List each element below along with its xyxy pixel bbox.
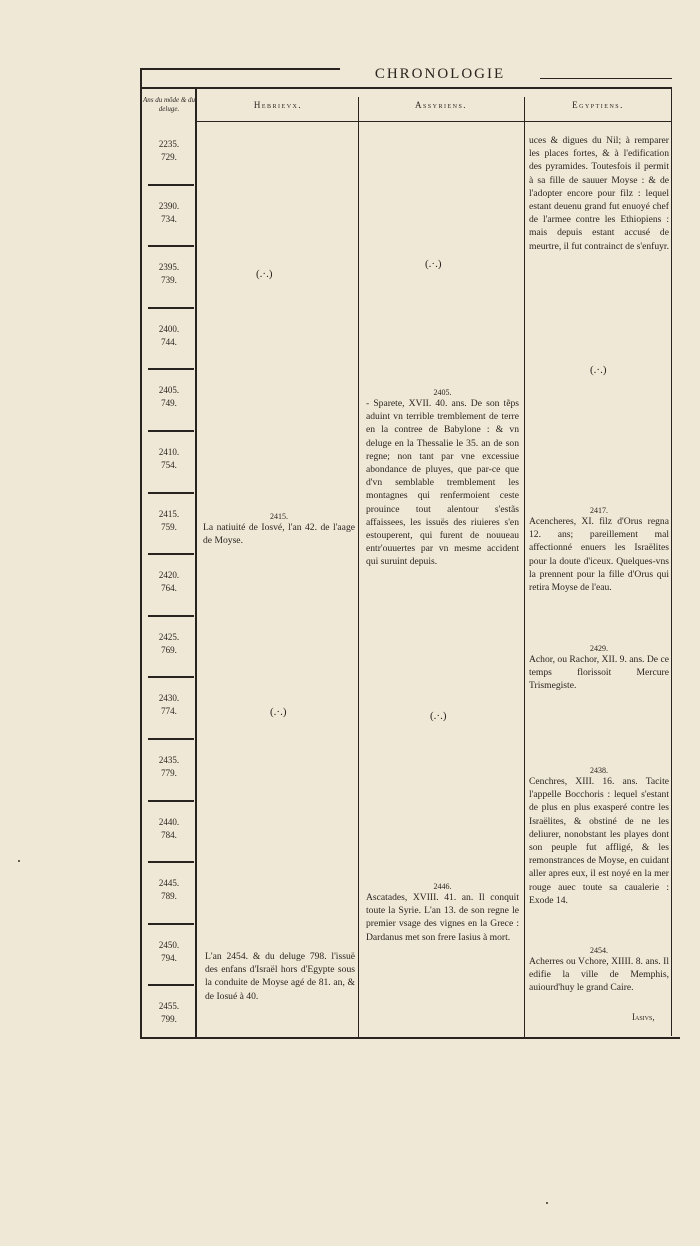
header-rule [140,87,672,89]
entry-text: Cenchres, XIII. 16. ans. Tacite l'appelle Bocchoris : lequel s'estant de plus en plus exasperé contre les Israëlites, & obstiné de ne les deliurer, nonobstant les playes dont son peuple fut affligé, & les remonstrances de Moyse, en cuidant aller apres eux, il est noyé en la mer rouge auec toute sa caualerie : Exode 14. [529,776,669,906]
entry-text: Acherres ou Vchore, XIIII. 8. ans. Il edifie la ville de Memphis, auiourd'huy le grand Caire. [529,956,669,994]
year-deluge: 754. [161,460,177,470]
year-cell [143,508,195,534]
year-separator [148,861,194,863]
assyrians-ellipsis-1: (.·.) [425,258,442,270]
egyptians-column-heading: Egyptiens. [572,100,624,110]
year-cell [143,446,195,472]
egyptians-entry-acherres [529,946,669,995]
year-cell [143,877,195,903]
top-rule-right [540,78,672,79]
year-separator [148,923,194,925]
year-deluge: 739. [161,275,177,286]
year-separator [148,800,194,802]
egyptians-continued-text [529,134,669,253]
year-deluge: 789. [161,891,177,902]
year-cell [143,939,195,965]
year-cell [143,631,195,657]
entry-year: 2446. [433,882,452,891]
catchword: Iasivs, [632,1012,655,1022]
entry-text: uces & digues du Nil; à remparer les places fortes, & à l'edification des pyramides. Toutesfois il permit à sa fille de sauuer Moyse : & de l'adopter encore pour filz : lequel estant deuenu grand fut enuoyé chef de l'armee contre les Ethiopiens : mais depuis estant accusé de meurtre, il fut contrainct de s'enfuyr. [529,135,669,252]
year-separator [148,430,194,432]
bottom-rule [140,1037,680,1039]
year-world: 2400. [158,323,180,334]
assyrians-entry-ascatades [366,882,519,944]
year-world: 2440. [158,816,180,827]
hebrews-divider [358,97,359,1037]
year-cell [143,816,195,842]
egyptians-entry-cenchres [529,766,669,907]
year-cell [143,200,195,226]
year-deluge: 734. [161,213,177,224]
year-deluge: 784. [161,829,177,840]
year-deluge: 774. [161,706,177,717]
year-world: 2390. [158,200,180,211]
entry-year: 2417. [590,506,608,515]
year-world: 2410. [158,447,180,457]
year-separator [148,492,194,494]
year-deluge: 744. [161,336,177,347]
year-world: 2435. [158,755,180,765]
year-separator [148,984,194,986]
year-cell [143,569,195,595]
year-world: 2405. [158,385,180,396]
year-world: 2235. [158,139,180,149]
year-world: 2395. [158,262,180,273]
year-deluge: 794. [161,952,177,963]
entry-year: 2438. [590,766,608,775]
entry-year: 2405. [433,388,452,397]
year-deluge: 764. [161,583,177,594]
assyrians-entry-sparete [366,388,519,569]
year-world: 2425. [158,631,180,642]
assyrians-ellipsis-2: (.·.) [430,710,447,722]
entry-year: 2415. [270,512,288,521]
year-separator [148,615,194,617]
hebrews-column-heading: Hebrievx. [253,100,303,110]
right-border [671,88,672,1036]
hebrews-entry-exodus [205,950,355,1003]
entry-text: Acencheres, XI. filz d'Orus regna 12. ans; pareillement mal affectionné enuers les Israëlites pour la doute d'iceux. Quelques-vns la prennent pour la fille d'Orus qui retira Moyse de l'eau. [529,516,669,594]
year-separator [148,738,194,740]
entry-text: Achor, ou Rachor, XII. 9. ans. De ce temps florissoit Mercure Trismegiste. [529,654,669,692]
year-cell [143,261,195,287]
under-heads-rule [196,121,672,122]
year-deluge: 779. [161,768,177,778]
year-separator [148,676,194,678]
year-separator [148,245,194,247]
entry-text: La natiuité de Iosvé, l'an 42. de l'aage de Moyse. [203,522,355,547]
ink-speck [18,860,20,862]
egyptians-entry-achor [529,644,669,693]
year-deluge: 749. [161,398,177,409]
year-deluge: 759. [161,521,177,532]
year-world: 2445. [158,878,180,889]
top-rule [140,68,340,70]
egyptians-entry-acencheres [529,506,669,594]
entry-text: Ascatades, XVIII. 41. an. Il conquit toute la Syrie. L'an 13. de son regne le premier vsage des vignes en la Grece : Dardanus met son frere Iasius à mort. [366,892,519,943]
left-border [140,68,142,1038]
entry-text: L'an 2454. & du deluge 798. l'issuë des enfans d'Israël hors d'Egypte sous la conduite de Moyse agé de 81. an, & de Iosué à 40. [205,951,355,1002]
entry-year: 2429. [590,644,608,653]
year-separator [148,307,194,309]
year-separator [148,184,194,186]
hebrews-entry-josue [203,512,355,547]
hebrews-ellipsis-1: (.·.) [256,268,273,280]
running-head-title: CHRONOLOGIE [374,66,506,82]
year-separator [148,553,194,555]
year-deluge: 799. [161,1014,177,1025]
assyrians-column-heading: Assyriens. [414,100,468,110]
year-world: 2420. [158,570,180,581]
year-world: 2455. [158,1001,180,1012]
entry-year: 2454. [590,946,608,955]
year-deluge: 729. [161,152,177,162]
egyptians-ellipsis: (.·.) [590,364,607,376]
hebrews-ellipsis-2: (.·.) [270,706,287,718]
entry-text: - Sparete, XVII. 40. ans. De son tẽps aduint vn terrible tremblement de terre en la contree de Babylone : & vn deluge en la Thessalie le 35. an de son regne; non tant par vne excessiue abondance de pluyes, que par-ce que d'vn semblable tremblement les montagnes qui renfermoient ceste prouince tout alentour s'estãs affaissees, les issuës des riuieres s'en estouperent, qui furent de nouueau entr'ouuertes par vn mesme accident qui suruint depuis. [366,398,519,568]
year-world: 2430. [158,693,180,704]
year-cell [143,323,195,349]
year-cell [143,1000,195,1026]
years-column-heading: Ans du mõde & du deluge. [142,96,196,113]
year-cell [143,754,195,780]
year-deluge: 769. [161,644,177,655]
ink-speck [546,1202,548,1204]
year-cell [143,692,195,718]
assyrians-divider [524,97,525,1037]
year-world: 2415. [158,508,180,519]
years-divider [195,88,197,1038]
year-separator [148,368,194,370]
year-world: 2450. [158,939,180,950]
year-cell [143,384,195,410]
year-cell [143,138,195,164]
